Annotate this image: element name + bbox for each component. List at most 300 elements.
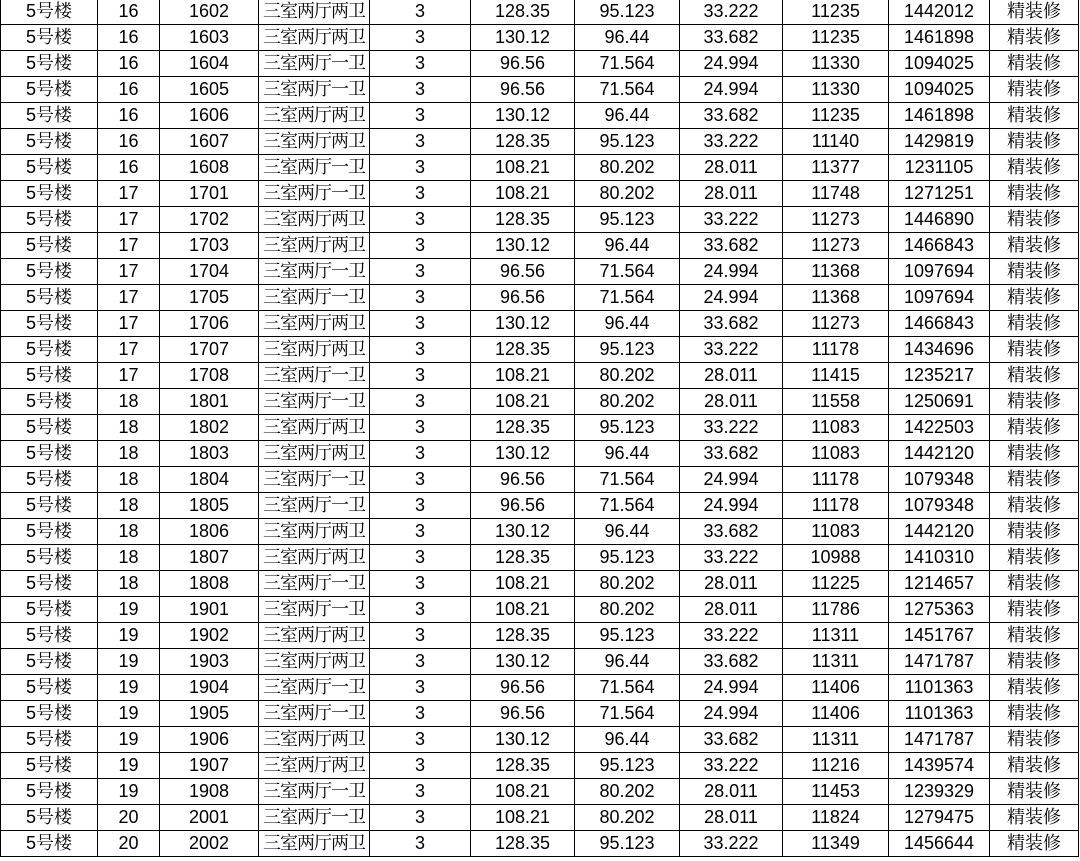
floor-cell: 16 [98,103,160,129]
type-cell: 3 [370,389,471,415]
decoration-cell: 精装修 [990,0,1079,25]
layout-cell: 三室两厅一卫 [259,155,370,181]
shared-area-cell: 33.682 [680,25,783,51]
inner-area-cell: 95.123 [575,129,680,155]
table-row [1,103,1079,129]
area-cell: 128.35 [471,337,575,363]
floor-cell: 16 [98,129,160,155]
layout-cell: 三室两厅一卫 [259,675,370,701]
floor-cell: 19 [98,649,160,675]
inner-area-cell: 80.202 [575,571,680,597]
total-price-cell: 1471787 [889,649,990,675]
decoration-cell: 精装修 [990,77,1079,103]
total-price-cell: 1451767 [889,623,990,649]
decoration-cell: 精装修 [990,753,1079,779]
inner-area-cell: 96.44 [575,519,680,545]
floor-cell: 18 [98,441,160,467]
unit-cell: 1701 [160,181,259,207]
floor-cell: 17 [98,363,160,389]
layout-cell: 三室两厅两卫 [259,545,370,571]
unit-price-cell: 11824 [783,805,889,831]
inner-area-cell: 95.123 [575,0,680,25]
shared-area-cell: 33.222 [680,0,783,25]
unit-cell: 1804 [160,467,259,493]
total-price-cell: 1094025 [889,51,990,77]
table-row [1,337,1079,363]
inner-area-cell: 80.202 [575,779,680,805]
area-cell: 108.21 [471,597,575,623]
table-row [1,493,1079,519]
area-cell: 130.12 [471,727,575,753]
inner-area-cell: 95.123 [575,337,680,363]
unit-price-cell: 10988 [783,545,889,571]
layout-cell: 三室两厅两卫 [259,649,370,675]
shared-area-cell: 24.994 [680,675,783,701]
type-cell: 3 [370,779,471,805]
area-cell: 108.21 [471,181,575,207]
inner-area-cell: 96.44 [575,441,680,467]
table-row [1,25,1079,51]
table-row [1,701,1079,727]
type-cell: 3 [370,259,471,285]
inner-area-cell: 96.44 [575,311,680,337]
unit-cell: 1801 [160,389,259,415]
floor-cell: 19 [98,597,160,623]
unit-cell: 1607 [160,129,259,155]
floor-cell: 19 [98,779,160,805]
total-price-cell: 1097694 [889,285,990,311]
inner-area-cell: 71.564 [575,467,680,493]
total-price-cell: 1279475 [889,805,990,831]
table-row [1,831,1079,857]
shared-area-cell: 33.222 [680,415,783,441]
total-price-cell: 1094025 [889,77,990,103]
table-row [1,259,1079,285]
decoration-cell: 精装修 [990,623,1079,649]
inner-area-cell: 95.123 [575,831,680,857]
shared-area-cell: 33.222 [680,129,783,155]
inner-area-cell: 80.202 [575,805,680,831]
area-cell: 128.35 [471,753,575,779]
type-cell: 3 [370,207,471,233]
floor-cell: 17 [98,207,160,233]
table-row [1,675,1079,701]
table-row [1,363,1079,389]
type-cell: 3 [370,649,471,675]
unit-cell: 1707 [160,337,259,363]
unit-price-cell: 11311 [783,649,889,675]
building-cell: 5号楼 [1,259,98,285]
unit-price-cell: 11235 [783,103,889,129]
unit-price-cell: 11377 [783,155,889,181]
area-cell: 128.35 [471,0,575,25]
total-price-cell: 1250691 [889,389,990,415]
building-cell: 5号楼 [1,831,98,857]
unit-price-cell: 11178 [783,337,889,363]
unit-price-cell: 11330 [783,77,889,103]
table-row [1,597,1079,623]
layout-cell: 三室两厅两卫 [259,233,370,259]
unit-price-cell: 11083 [783,415,889,441]
table-row [1,441,1079,467]
inner-area-cell: 71.564 [575,51,680,77]
building-cell: 5号楼 [1,233,98,259]
total-price-cell: 1231105 [889,155,990,181]
table-row [1,233,1079,259]
layout-cell: 三室两厅两卫 [259,441,370,467]
shared-area-cell: 24.994 [680,493,783,519]
unit-cell: 1603 [160,25,259,51]
shared-area-cell: 28.011 [680,805,783,831]
building-cell: 5号楼 [1,77,98,103]
decoration-cell: 精装修 [990,337,1079,363]
decoration-cell: 精装修 [990,571,1079,597]
unit-price-cell: 11178 [783,467,889,493]
area-cell: 128.35 [471,207,575,233]
shared-area-cell: 33.682 [680,519,783,545]
area-cell: 96.56 [471,285,575,311]
inner-area-cell: 71.564 [575,285,680,311]
floor-cell: 16 [98,155,160,181]
area-cell: 96.56 [471,259,575,285]
decoration-cell: 精装修 [990,259,1079,285]
layout-cell: 三室两厅两卫 [259,129,370,155]
area-cell: 130.12 [471,519,575,545]
unit-cell: 1703 [160,233,259,259]
table-row [1,77,1079,103]
layout-cell: 三室两厅一卫 [259,779,370,805]
type-cell: 3 [370,675,471,701]
decoration-cell: 精装修 [990,779,1079,805]
building-cell: 5号楼 [1,467,98,493]
unit-price-cell: 11311 [783,623,889,649]
table-body [1,0,1079,857]
table-row [1,51,1079,77]
table-row [1,805,1079,831]
layout-cell: 三室两厅一卫 [259,571,370,597]
floor-cell: 19 [98,675,160,701]
decoration-cell: 精装修 [990,285,1079,311]
decoration-cell: 精装修 [990,389,1079,415]
shared-area-cell: 24.994 [680,467,783,493]
area-cell: 96.56 [471,701,575,727]
decoration-cell: 精装修 [990,415,1079,441]
unit-price-cell: 11083 [783,441,889,467]
shared-area-cell: 24.994 [680,77,783,103]
shared-area-cell: 33.682 [680,311,783,337]
inner-area-cell: 95.123 [575,415,680,441]
inner-area-cell: 95.123 [575,753,680,779]
layout-cell: 三室两厅一卫 [259,493,370,519]
unit-price-cell: 11273 [783,207,889,233]
shared-area-cell: 33.222 [680,545,783,571]
decoration-cell: 精装修 [990,25,1079,51]
building-cell: 5号楼 [1,545,98,571]
layout-cell: 三室两厅一卫 [259,77,370,103]
area-cell: 130.12 [471,233,575,259]
shared-area-cell: 33.682 [680,233,783,259]
unit-price-cell: 11453 [783,779,889,805]
shared-area-cell: 33.222 [680,753,783,779]
floor-cell: 18 [98,545,160,571]
layout-cell: 三室两厅两卫 [259,415,370,441]
building-cell: 5号楼 [1,623,98,649]
area-cell: 108.21 [471,155,575,181]
unit-price-cell: 11368 [783,285,889,311]
floor-cell: 17 [98,311,160,337]
total-price-cell: 1079348 [889,493,990,519]
decoration-cell: 精装修 [990,493,1079,519]
building-cell: 5号楼 [1,753,98,779]
inner-area-cell: 71.564 [575,493,680,519]
building-cell: 5号楼 [1,155,98,181]
shared-area-cell: 24.994 [680,51,783,77]
building-cell: 5号楼 [1,389,98,415]
floor-cell: 17 [98,181,160,207]
building-cell: 5号楼 [1,0,98,25]
shared-area-cell: 24.994 [680,701,783,727]
inner-area-cell: 80.202 [575,597,680,623]
unit-cell: 1904 [160,675,259,701]
inner-area-cell: 71.564 [575,701,680,727]
building-cell: 5号楼 [1,285,98,311]
building-cell: 5号楼 [1,441,98,467]
total-price-cell: 1429819 [889,129,990,155]
floor-cell: 16 [98,0,160,25]
table-row [1,753,1079,779]
decoration-cell: 精装修 [990,233,1079,259]
unit-cell: 2001 [160,805,259,831]
area-cell: 128.35 [471,545,575,571]
shared-area-cell: 33.682 [680,649,783,675]
total-price-cell: 1434696 [889,337,990,363]
layout-cell: 三室两厅一卫 [259,805,370,831]
decoration-cell: 精装修 [990,207,1079,233]
type-cell: 3 [370,623,471,649]
type-cell: 3 [370,363,471,389]
area-cell: 96.56 [471,51,575,77]
building-cell: 5号楼 [1,129,98,155]
type-cell: 3 [370,441,471,467]
floor-cell: 16 [98,77,160,103]
type-cell: 3 [370,103,471,129]
layout-cell: 三室两厅一卫 [259,701,370,727]
total-price-cell: 1101363 [889,701,990,727]
area-cell: 96.56 [471,675,575,701]
table-row [1,389,1079,415]
floor-cell: 19 [98,753,160,779]
type-cell: 3 [370,155,471,181]
unit-price-cell: 11235 [783,25,889,51]
type-cell: 3 [370,545,471,571]
type-cell: 3 [370,51,471,77]
total-price-cell: 1214657 [889,571,990,597]
unit-cell: 1803 [160,441,259,467]
inner-area-cell: 71.564 [575,259,680,285]
building-cell: 5号楼 [1,493,98,519]
table-row [1,467,1079,493]
total-price-cell: 1442012 [889,0,990,25]
type-cell: 3 [370,831,471,857]
shared-area-cell: 24.994 [680,259,783,285]
type-cell: 3 [370,519,471,545]
building-cell: 5号楼 [1,51,98,77]
layout-cell: 三室两厅两卫 [259,727,370,753]
building-cell: 5号楼 [1,311,98,337]
floor-cell: 17 [98,337,160,363]
type-cell: 3 [370,493,471,519]
decoration-cell: 精装修 [990,831,1079,857]
shared-area-cell: 33.682 [680,727,783,753]
floor-cell: 20 [98,805,160,831]
total-price-cell: 1466843 [889,311,990,337]
unit-cell: 1906 [160,727,259,753]
type-cell: 3 [370,467,471,493]
layout-cell: 三室两厅一卫 [259,467,370,493]
total-price-cell: 1239329 [889,779,990,805]
area-cell: 130.12 [471,311,575,337]
layout-cell: 三室两厅一卫 [259,259,370,285]
inner-area-cell: 95.123 [575,207,680,233]
shared-area-cell: 28.011 [680,363,783,389]
floor-cell: 19 [98,701,160,727]
floor-cell: 18 [98,415,160,441]
decoration-cell: 精装修 [990,805,1079,831]
shared-area-cell: 33.222 [680,337,783,363]
total-price-cell: 1235217 [889,363,990,389]
unit-cell: 1802 [160,415,259,441]
unit-cell: 1901 [160,597,259,623]
building-cell: 5号楼 [1,415,98,441]
unit-cell: 1903 [160,649,259,675]
total-price-cell: 1079348 [889,467,990,493]
table-row [1,415,1079,441]
table-row [1,649,1079,675]
inner-area-cell: 96.44 [575,25,680,51]
table-row [1,727,1079,753]
unit-cell: 1902 [160,623,259,649]
layout-cell: 三室两厅两卫 [259,623,370,649]
floor-cell: 17 [98,285,160,311]
shared-area-cell: 33.222 [680,623,783,649]
total-price-cell: 1271251 [889,181,990,207]
area-cell: 128.35 [471,623,575,649]
unit-cell: 1908 [160,779,259,805]
type-cell: 3 [370,805,471,831]
unit-price-cell: 11558 [783,389,889,415]
floor-cell: 18 [98,493,160,519]
shared-area-cell: 33.682 [680,441,783,467]
unit-price-cell: 11140 [783,129,889,155]
shared-area-cell: 33.682 [680,103,783,129]
layout-cell: 三室两厅一卫 [259,285,370,311]
type-cell: 3 [370,571,471,597]
unit-cell: 1606 [160,103,259,129]
type-cell: 3 [370,311,471,337]
table-row [1,207,1079,233]
table-row [1,545,1079,571]
area-cell: 96.56 [471,77,575,103]
building-cell: 5号楼 [1,337,98,363]
type-cell: 3 [370,181,471,207]
building-cell: 5号楼 [1,805,98,831]
area-cell: 108.21 [471,363,575,389]
building-cell: 5号楼 [1,727,98,753]
floor-cell: 18 [98,389,160,415]
decoration-cell: 精装修 [990,441,1079,467]
type-cell: 3 [370,129,471,155]
building-cell: 5号楼 [1,181,98,207]
layout-cell: 三室两厅两卫 [259,207,370,233]
type-cell: 3 [370,701,471,727]
unit-cell: 1608 [160,155,259,181]
unit-cell: 1905 [160,701,259,727]
layout-cell: 三室两厅两卫 [259,311,370,337]
area-cell: 128.35 [471,129,575,155]
area-cell: 128.35 [471,415,575,441]
area-cell: 128.35 [471,831,575,857]
total-price-cell: 1410310 [889,545,990,571]
inner-area-cell: 95.123 [575,623,680,649]
layout-cell: 三室两厅两卫 [259,25,370,51]
layout-cell: 三室两厅两卫 [259,519,370,545]
floor-cell: 18 [98,519,160,545]
decoration-cell: 精装修 [990,155,1079,181]
table-row [1,571,1079,597]
unit-price-cell: 11083 [783,519,889,545]
layout-cell: 三室两厅一卫 [259,51,370,77]
building-cell: 5号楼 [1,779,98,805]
total-price-cell: 1461898 [889,25,990,51]
unit-price-cell: 11748 [783,181,889,207]
inner-area-cell: 80.202 [575,389,680,415]
table-row [1,285,1079,311]
decoration-cell: 精装修 [990,51,1079,77]
inner-area-cell: 80.202 [575,155,680,181]
unit-price-cell: 11178 [783,493,889,519]
unit-price-cell: 11225 [783,571,889,597]
layout-cell: 三室两厅两卫 [259,831,370,857]
unit-cell: 1708 [160,363,259,389]
inner-area-cell: 80.202 [575,363,680,389]
decoration-cell: 精装修 [990,129,1079,155]
floor-cell: 16 [98,25,160,51]
area-cell: 130.12 [471,25,575,51]
floor-cell: 18 [98,571,160,597]
unit-cell: 1705 [160,285,259,311]
total-price-cell: 1439574 [889,753,990,779]
floor-cell: 17 [98,259,160,285]
table-row [1,0,1079,25]
unit-price-cell: 11273 [783,311,889,337]
building-cell: 5号楼 [1,25,98,51]
shared-area-cell: 28.011 [680,597,783,623]
decoration-cell: 精装修 [990,467,1079,493]
total-price-cell: 1422503 [889,415,990,441]
decoration-cell: 精装修 [990,311,1079,337]
total-price-cell: 1466843 [889,233,990,259]
unit-price-cell: 11349 [783,831,889,857]
type-cell: 3 [370,753,471,779]
unit-price-cell: 11235 [783,0,889,25]
type-cell: 3 [370,415,471,441]
shared-area-cell: 28.011 [680,571,783,597]
type-cell: 3 [370,25,471,51]
unit-cell: 1605 [160,77,259,103]
floor-cell: 17 [98,233,160,259]
unit-cell: 1807 [160,545,259,571]
type-cell: 3 [370,337,471,363]
